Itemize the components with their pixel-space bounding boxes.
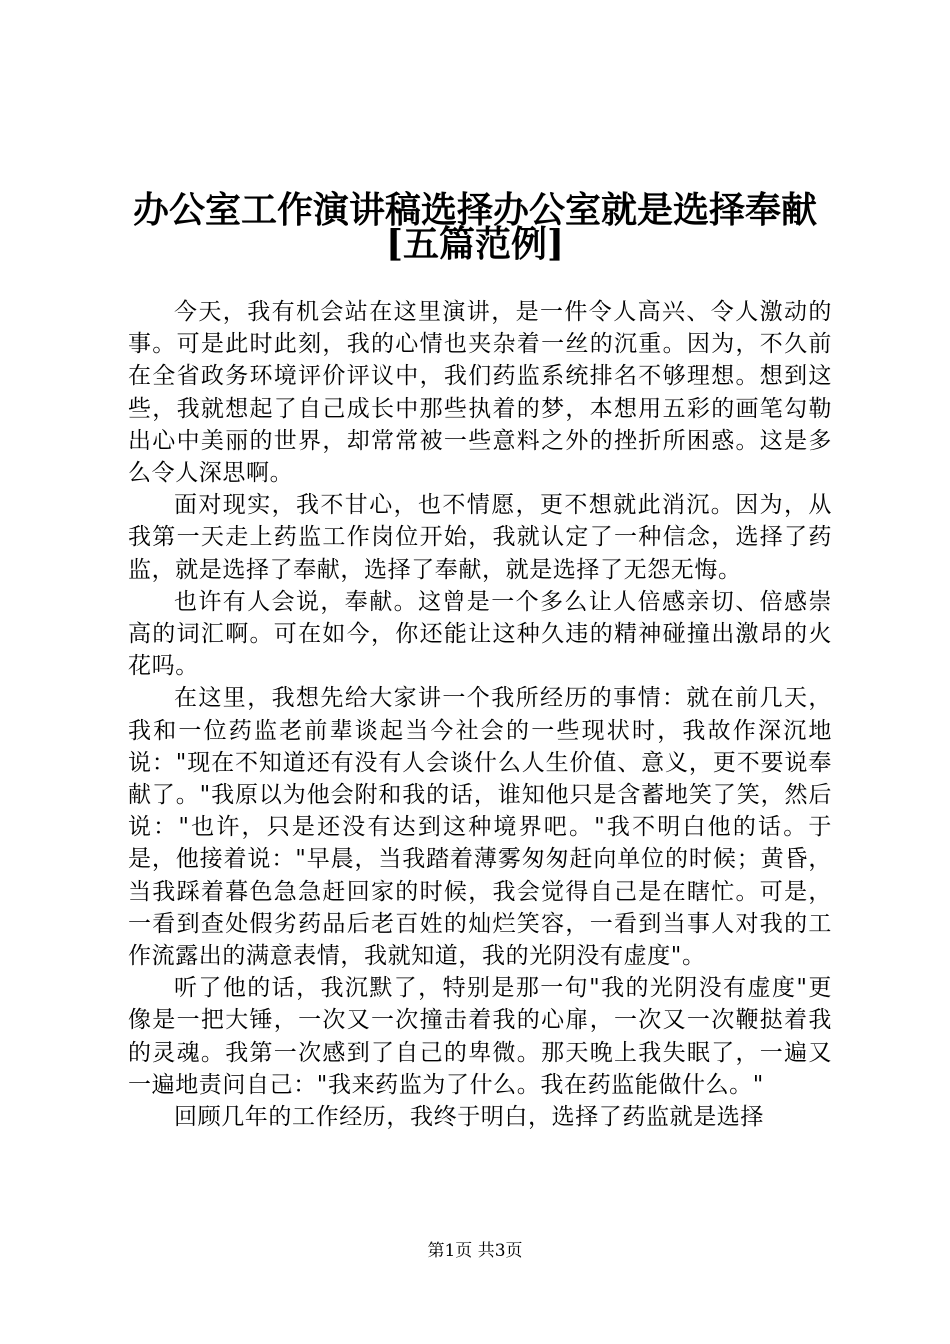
document-title-line-1: 办公室工作演讲稿选择办公室就是选择奉献 [132, 189, 817, 231]
paragraph-2: 面对现实，我不甘心，也不情愿，更不想就此消沉。因为，从我第一天走上药监工作岗位开始，我就认定了一种信念，选择了药监，就是选择了奉献，选择了奉献，就是选择了无怨无悔。 [128, 492, 832, 583]
paragraph-4: 在这里，我想先给大家讲一个我所经历的事情：就在前几天，我和一位药监老前辈谈起当今社会的一些现状时，我故作深沉地说："现在不知道还有没有人会谈什么人生价值、意义，更不要说奉献了。"我原以为他会附和我的话，谁知他只是含蓄地笑了笑，然后说："也许，只是还没有达到这种境界吧。"我不明白他的话。于是，他接着说："早晨，当我踏着薄雾匆匆赶向单位的时候；黄昏，当我踩着暮色急急赶回家的时候，我会觉得自己是在瞎忙。可是，一看到查处假劣药品后老百姓的灿烂笑容，一看到当事人对我的工作流露出的满意表情，我就知道，我的光阴没有虚度"。 [128, 685, 832, 970]
paragraph-1: 今天，我有机会站在这里演讲，是一件令人高兴、令人激动的事。可是此时此刻，我的心情也夹杂着一丝的沉重。因为，不久前在全省政务环境评价评议中，我们药监系统排名不够理想。想到这些，我就想起了自己成长中那些执着的梦，本想用五彩的画笔勾勒出心中美丽的世界，却常常被一些意料之外的挫折所困惑。这是多么令人深思啊。 [128, 299, 832, 487]
document-body [128, 296, 832, 1133]
document-title-line-2: [五篇范例] [385, 223, 565, 265]
paragraph-6: 回顾几年的工作经历，我终于明白，选择了药监就是选择 [174, 1104, 764, 1131]
paragraph-5: 听了他的话，我沉默了，特别是那一句"我的光阴没有虚度"更像是一把大锤，一次又一次撞击着我的心扉，一次又一次鞭挞着我的灵魂。我第一次感到了自己的卑微。那天晚上我失眠了，一遍又一遍地责问自己："我来药监为了什么。我在药监能做什么。" [128, 975, 832, 1098]
paragraph-3: 也许有人会说，奉献。这曾是一个多么让人倍感亲切、倍感崇高的词汇啊。可在如今，你还能让这种久违的精神碰撞出激昂的火花吗。 [128, 588, 832, 680]
page-number-footer: 第1页 共3页 [427, 1241, 523, 1261]
